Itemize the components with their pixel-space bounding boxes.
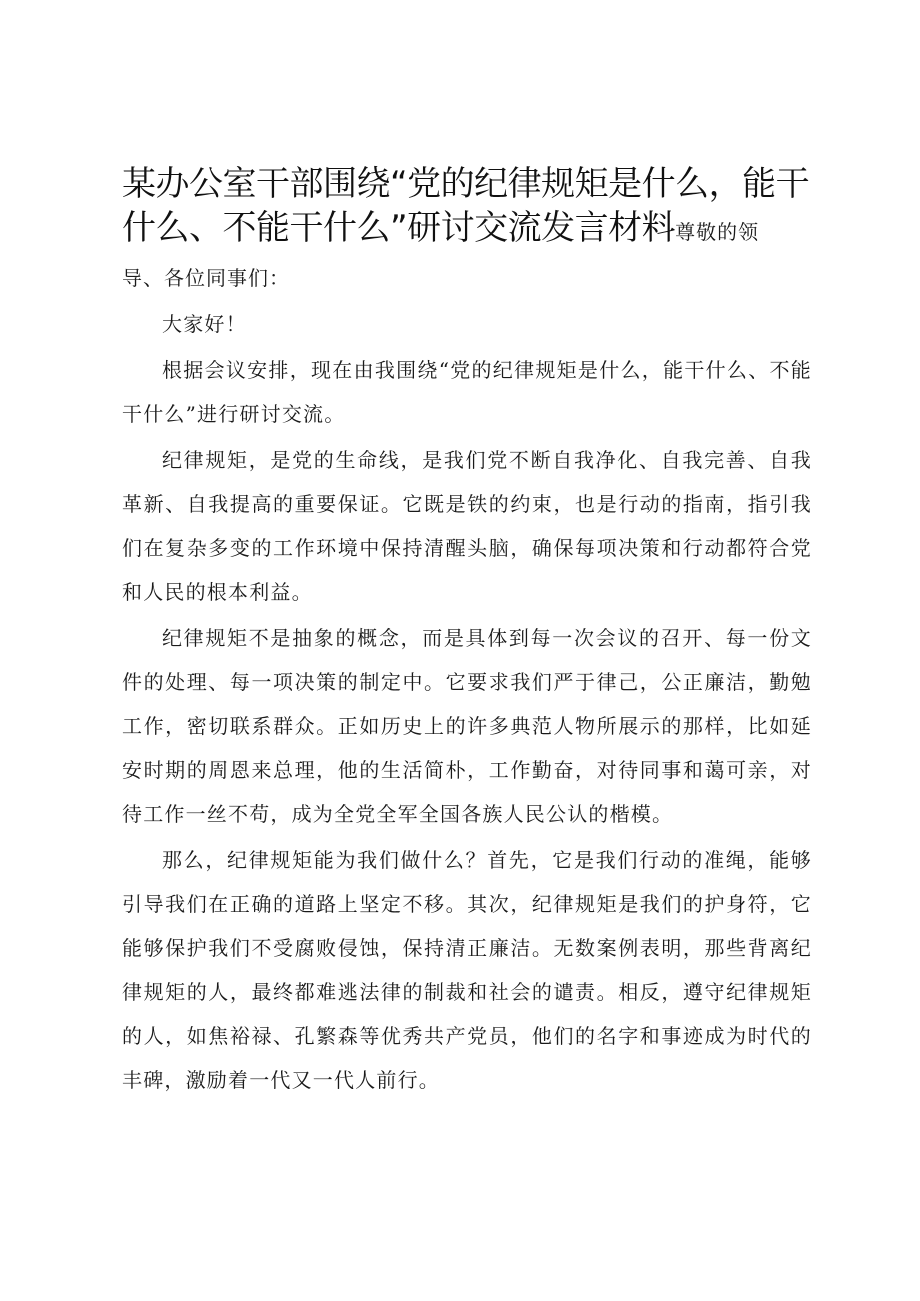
salutation-lead: 尊敬的领 [675,220,760,244]
salutation: 导、各位同事们： [122,266,290,290]
paragraph-concrete: 纪律规矩不是抽象的概念，而是具体到每一次会议的召开、每一份文件的处理、每一项决策的制定中。它要求我们严于律己，公正廉洁，勤勉工作，密切联系群众。正如历史上的许多典范人物所展示的那样，比如延安时期的周恩来总理，他的生活简朴，工作勤奋，对待同事和蔼可亲，对待工作一丝不苟，成为全党全军全国各族人民公认的楷模。 [122,626,812,826]
paragraph-function: 那么，纪律规矩能为我们做什么？首先，它是我们行动的准绳，能够引导我们在正确的道路上坚定不移。其次，纪律规矩是我们的护身符，它能够保护我们不受腐败侵蚀，保持清正廉洁。无数案例表明，那些背离纪律规矩的人，最终都难逃法律的制裁和社会的谴责。相反，遵守纪律规矩的人，如焦裕禄、孔繁森等优秀共产党员，他们的名字和事迹成为时代的丰碑，激励着一代又一代人前行。 [122,848,812,1092]
document-title [122,162,812,254]
paragraph-intro: 根据会议安排，现在由我围绕“党的纪律规矩是什么，能干什么、不能干什么”进行研讨交流。 [122,358,812,426]
document-page [122,162,812,1102]
paragraph-lifeline: 纪律规矩，是党的生命线，是我们党不断自我净化、自我完善、自我革新、自我提高的重要保证。它既是铁的约束，也是行动的指南，指引我们在复杂多变的工作环境中保持清醒头脑，确保每项决策和行动都符合党和人民的根本利益。 [122,448,812,604]
paragraph-greeting: 大家好！ [162,312,247,336]
title-text: 某办公室干部围绕“党的纪律规矩是什么，能干什么、不能干什么”研讨交流发言材料 [122,164,810,248]
